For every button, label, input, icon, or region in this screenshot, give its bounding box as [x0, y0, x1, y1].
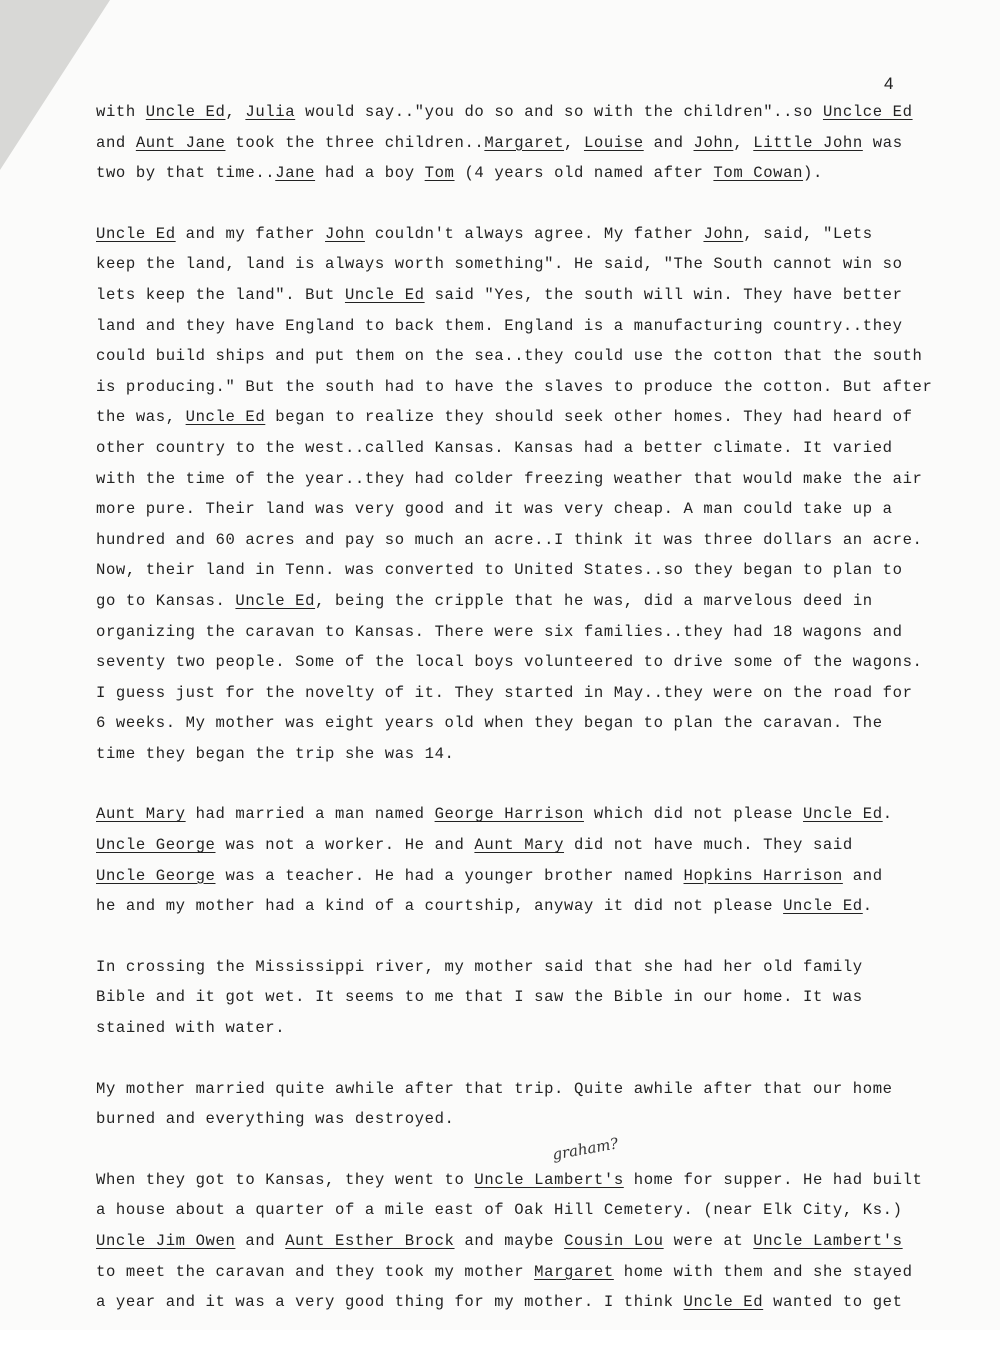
text-line: a year and it was a very good thing for my mother. I think Uncle Ed wanted to get: [96, 1293, 903, 1312]
text-line: to meet the caravan and they took my mother Margaret home with them and she stayed: [96, 1262, 913, 1281]
text-line: more pure. Their land was very good and it was very cheap. A man could take up a: [96, 500, 893, 519]
text-line: could build ships and put them on the sea..they could use the cotton that the south: [96, 347, 923, 366]
text-line: Uncle George was not a worker. He and Aunt Mary did not have much. They said: [96, 836, 853, 855]
paragraph: [96, 799, 986, 921]
text-line: the was, Uncle Ed began to realize they should seek other homes. They had heard of: [96, 408, 913, 427]
text-line: lets keep the land". But Uncle Ed said "Yes, the south will win. They have better: [96, 285, 903, 304]
text-line: I guess just for the novelty of it. They started in May..they were on the road for: [96, 683, 913, 702]
body-text: [96, 97, 986, 1348]
paragraph: [96, 219, 986, 770]
text-line: Aunt Mary had married a man named George Harrison which did not please Uncle Ed.: [96, 805, 893, 824]
text-line: is producing." But the south had to have the slaves to produce the cotton. But after: [96, 377, 933, 396]
text-line: he and my mother had a kind of a courtship, anyway it did not please Uncle Ed.: [96, 897, 873, 916]
text-line: organizing the caravan to Kansas. There were six families..they had 18 wagons and: [96, 622, 903, 641]
handwritten-annotation: graham?: [550, 1134, 620, 1164]
text-line: Uncle George was a teacher. He had a younger brother named Hopkins Harrison and: [96, 866, 883, 885]
text-line: keep the land, land is always worth something". He said, "The South cannot win so: [96, 255, 903, 274]
text-line: Now, their land in Tenn. was converted to United States..so they began to plan to: [96, 561, 903, 580]
text-line: When they got to Kansas, they went to Uncle Lambert's home for supper. He had built: [96, 1170, 923, 1189]
text-line: My mother married quite awhile after that trip. Quite awhile after that our home: [96, 1079, 893, 1098]
paragraph: [96, 952, 986, 1044]
text-line: Uncle Jim Owen and Aunt Esther Brock and maybe Cousin Lou were at Uncle Lambert's: [96, 1232, 903, 1250]
folded-corner: [0, 0, 110, 170]
text-line: hundred and 60 acres and pay so much an acre..I think it was three dollars an acre.: [96, 530, 923, 549]
text-line: Uncle Ed and my father John couldn't always agree. My father John, said, "Lets: [96, 224, 873, 243]
text-line: other country to the west..called Kansas. Kansas had a better climate. It varied: [96, 438, 893, 457]
paragraph: [96, 97, 986, 189]
text-line: burned and everything was destroyed.: [96, 1110, 455, 1129]
page-number: 4: [884, 74, 894, 93]
text-line: go to Kansas. Uncle Ed, being the cripple that he was, did a marvelous deed in: [96, 591, 873, 610]
paragraph: [96, 1074, 986, 1135]
text-line: with Uncle Ed, Julia would say.."you do so and so with the children"..so Unclce Ed: [96, 103, 913, 121]
text-line: In crossing the Mississippi river, my mother said that she had her old family: [96, 957, 863, 976]
text-line: stained with water.: [96, 1019, 286, 1038]
text-line: seventy two people. Some of the local boys volunteered to drive some of the wagons.: [96, 653, 923, 672]
text-line: two by that time..Jane had a boy Tom (4 years old named after Tom Cowan).: [96, 164, 823, 183]
paragraph: [96, 1165, 986, 1318]
text-line: with the time of the year..they had colder freezing weather that would make the air: [96, 469, 923, 488]
text-line: 6 weeks. My mother was eight years old when they began to plan the caravan. The: [96, 714, 883, 733]
text-line: a house about a quarter of a mile east of Oak Hill Cemetery. (near Elk City, Ks.): [96, 1201, 903, 1220]
text-line: Bible and it got wet. It seems to me that I saw the Bible in our home. It was: [96, 988, 863, 1007]
text-line: and Aunt Jane took the three children..Margaret, Louise and John, Little John was: [96, 133, 903, 152]
text-line: land and they have England to back them. England is a manufacturing country..they: [96, 316, 903, 335]
text-line: time they began the trip she was 14.: [96, 744, 455, 763]
